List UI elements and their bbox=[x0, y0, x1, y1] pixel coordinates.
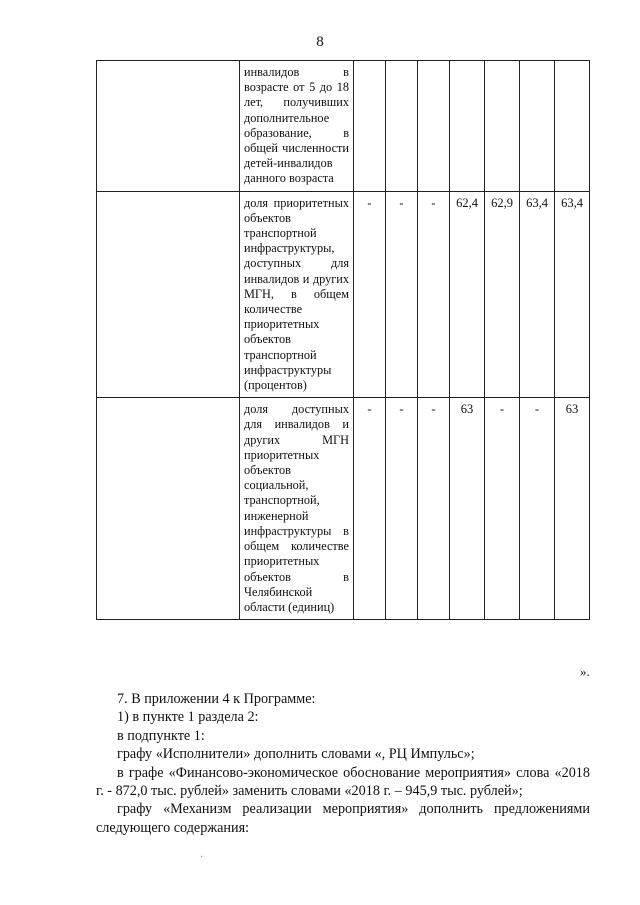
table-row bbox=[97, 61, 590, 192]
value-cell bbox=[386, 61, 418, 192]
amendment-text bbox=[96, 690, 590, 837]
subpoint-1: в подпункте 1: bbox=[117, 727, 205, 744]
value-cell: - bbox=[485, 398, 520, 620]
table-cell-empty bbox=[97, 398, 240, 620]
subitem-1: 1) в пункте 1 раздела 2: bbox=[117, 709, 259, 726]
value-cell: - bbox=[354, 398, 386, 620]
value-cell bbox=[520, 61, 555, 192]
value-cell bbox=[418, 61, 450, 192]
table-cell-empty bbox=[97, 61, 240, 192]
value-cell: - bbox=[418, 398, 450, 620]
value-cell: - bbox=[386, 191, 418, 398]
value-cell bbox=[555, 61, 590, 192]
table-cell-empty bbox=[97, 191, 240, 398]
value-cell: 62,9 bbox=[485, 191, 520, 398]
value-cell: - bbox=[520, 398, 555, 620]
page-number: 8 bbox=[316, 34, 324, 50]
indicator-name: доля приоритетных объектов транспортной инфраструктуры, доступных для инвалидов и других МГН, в общем количестве приоритетных объектов транспортной инфраструктуры (процентов) bbox=[240, 191, 354, 398]
indicator-name: инвалидов в возрасте от 5 до 18 лет, получивших дополнительное образование, в общей численности детей-инвалидов данного возраста bbox=[240, 61, 354, 192]
indicator-name: доля доступных для инвалидов и других МГН приоритетных объектов социальной, транспортной, инженерной инфраструктуры в общем количестве приоритетных объектов в Челябинской области (единиц) bbox=[240, 398, 354, 620]
value-cell bbox=[485, 61, 520, 192]
indicators-table bbox=[96, 60, 590, 620]
executors-paragraph: графу «Исполнители» дополнить словами «, РЦ Импульс»; bbox=[117, 746, 475, 763]
indicators-table-wrap bbox=[96, 60, 590, 620]
item-7-heading: 7. В приложении 4 к Программе: bbox=[117, 691, 316, 707]
table-row bbox=[97, 191, 590, 398]
value-cell: 63,4 bbox=[520, 191, 555, 398]
value-cell: 63,4 bbox=[555, 191, 590, 398]
table-row bbox=[97, 398, 590, 620]
footer-mark: · bbox=[200, 852, 204, 863]
value-cell: 63 bbox=[555, 398, 590, 620]
value-cell bbox=[354, 61, 386, 192]
value-cell: 63 bbox=[450, 398, 485, 620]
value-cell: 62,4 bbox=[450, 191, 485, 398]
finance-paragraph: в графе «Финансово-экономическое обоснование мероприятия» слова «2018 г. - 872,0 тыс. рублей» заменить словами «2018 г. – 945,9 тыс. рублей»; bbox=[96, 764, 590, 800]
closing-quote: ». bbox=[580, 664, 590, 679]
value-cell bbox=[450, 61, 485, 192]
value-cell: - bbox=[386, 398, 418, 620]
mechanism-paragraph: графу «Механизм реализации мероприятия» дополнить предложениями следующего содержания: bbox=[96, 801, 590, 836]
value-cell: - bbox=[354, 191, 386, 398]
value-cell: - bbox=[418, 191, 450, 398]
